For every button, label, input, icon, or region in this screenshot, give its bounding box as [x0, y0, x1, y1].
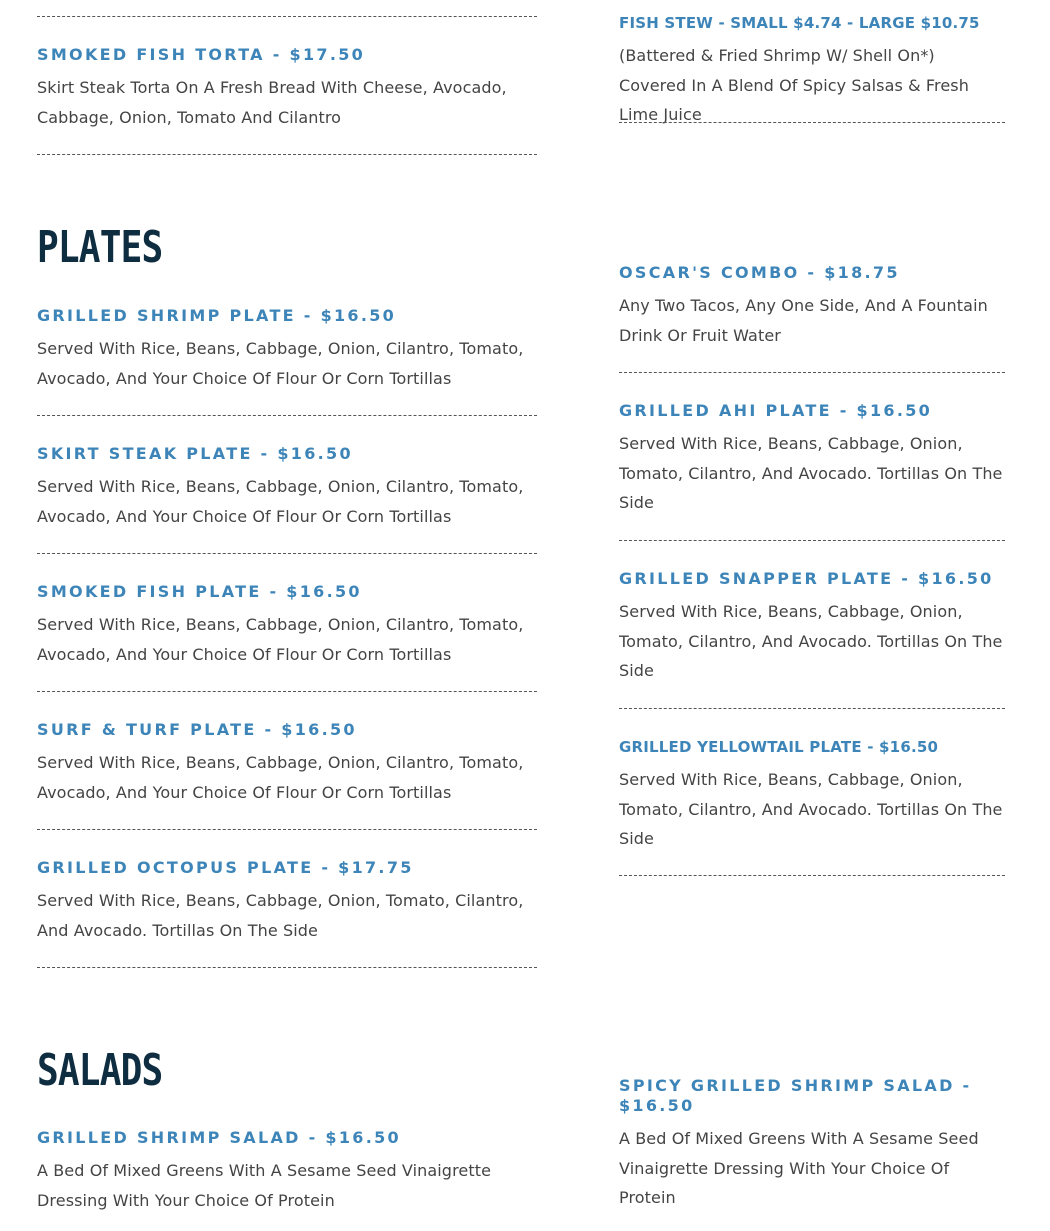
menu-item-description: (Battered & Fried Shrimp W/ Shell On*) Covered In A Blend Of Spicy Salsas & Fresh Lime Juice: [619, 46, 969, 125]
divider: [37, 553, 537, 554]
menu-item-description: Skirt Steak Torta On A Fresh Bread With Cheese, Avocado, Cabbage, Onion, Tomato And Cilantro: [37, 78, 507, 127]
divider: [619, 708, 1005, 709]
divider: [619, 372, 1005, 373]
menu-item-description: A Bed Of Mixed Greens With A Sesame Seed Vinaigrette Dressing With Your Choice Of Protein: [619, 1129, 979, 1208]
menu-item[interactable]: [37, 444, 537, 531]
divider: [37, 829, 537, 830]
menu-item[interactable]: [619, 401, 1005, 518]
menu-item-name: GRILLED AHI PLATE - $16.50: [619, 401, 933, 420]
menu-item-description: Served With Rice, Beans, Cabbage, Onion, Tomato, Cilantro, And Avocado. Tortillas On The Side: [619, 770, 1003, 849]
menu-item[interactable]: [619, 263, 1005, 350]
menu-item-name: GRILLED OCTOPUS PLATE - $17.75: [37, 858, 414, 877]
menu-item-name: SMOKED FISH PLATE - $16.50: [37, 582, 362, 601]
menu-item[interactable]: [37, 45, 537, 132]
menu-item-description: Served With Rice, Beans, Cabbage, Onion, Tomato, Cilantro, And Avocado. Tortillas On The Side: [619, 602, 1003, 681]
menu-item-description: A Bed Of Mixed Greens With A Sesame Seed Vinaigrette Dressing With Your Choice Of Protein: [37, 1161, 492, 1210]
section-title-salads: SALADS: [37, 1045, 163, 1096]
menu-item-name: SMOKED FISH TORTA - $17.50: [37, 45, 366, 64]
menu-item-description: Served With Rice, Beans, Cabbage, Onion, Cilantro, Tomato, Avocado, And Your Choice Of Flour Or Corn Tortillas: [37, 339, 524, 388]
menu-item-name: GRILLED SHRIMP PLATE - $16.50: [37, 306, 397, 325]
divider: [619, 122, 1005, 123]
menu-item[interactable]: [619, 569, 1005, 686]
menu-item[interactable]: [37, 858, 537, 945]
menu-item-description: Any Two Tacos, Any One Side, And A Fountain Drink Or Fruit Water: [619, 296, 988, 345]
menu-item-name: FISH STEW - SMALL $4.74 - LARGE $10.75: [619, 14, 980, 32]
section-title-plates: PLATES: [37, 222, 163, 273]
menu-item[interactable]: [619, 737, 1005, 854]
menu-item-name: SPICY GRILLED SHRIMP SALAD - $16.50: [619, 1076, 972, 1115]
divider: [37, 691, 537, 692]
divider: [619, 875, 1005, 876]
menu-item-description: Served With Rice, Beans, Cabbage, Onion, Cilantro, Tomato, Avocado, And Your Choice Of Flour Or Corn Tortillas: [37, 477, 524, 526]
menu-item-name: GRILLED SHRIMP SALAD - $16.50: [37, 1128, 401, 1147]
menu-item-name: GRILLED YELLOWTAIL PLATE - $16.50: [619, 738, 939, 756]
menu-item-name: GRILLED SNAPPER PLATE - $16.50: [619, 569, 994, 588]
menu-item[interactable]: [37, 306, 537, 393]
divider: [37, 967, 537, 968]
menu-item-name: OSCAR'S COMBO - $18.75: [619, 263, 900, 282]
menu-item[interactable]: [37, 1128, 537, 1215]
divider: [37, 415, 537, 416]
menu-item-name: SKIRT STEAK PLATE - $16.50: [37, 444, 353, 463]
menu-item[interactable]: [619, 13, 1005, 130]
menu-item[interactable]: [619, 1076, 1005, 1213]
divider: [37, 154, 537, 155]
menu-item-description: Served With Rice, Beans, Cabbage, Onion, Tomato, Cilantro, And Avocado. Tortillas On The Side: [37, 891, 524, 940]
menu-item-name: SURF & TURF PLATE - $16.50: [37, 720, 357, 739]
menu-item-description: Served With Rice, Beans, Cabbage, Onion, Cilantro, Tomato, Avocado, And Your Choice Of Flour Or Corn Tortillas: [37, 615, 524, 664]
menu-item-description: Served With Rice, Beans, Cabbage, Onion, Tomato, Cilantro, And Avocado. Tortillas On The Side: [619, 434, 1003, 513]
menu-item[interactable]: [37, 720, 537, 807]
menu-item[interactable]: [37, 582, 537, 669]
divider: [37, 16, 537, 17]
divider: [619, 540, 1005, 541]
menu-item-description: Served With Rice, Beans, Cabbage, Onion, Cilantro, Tomato, Avocado, And Your Choice Of Flour Or Corn Tortillas: [37, 753, 524, 802]
